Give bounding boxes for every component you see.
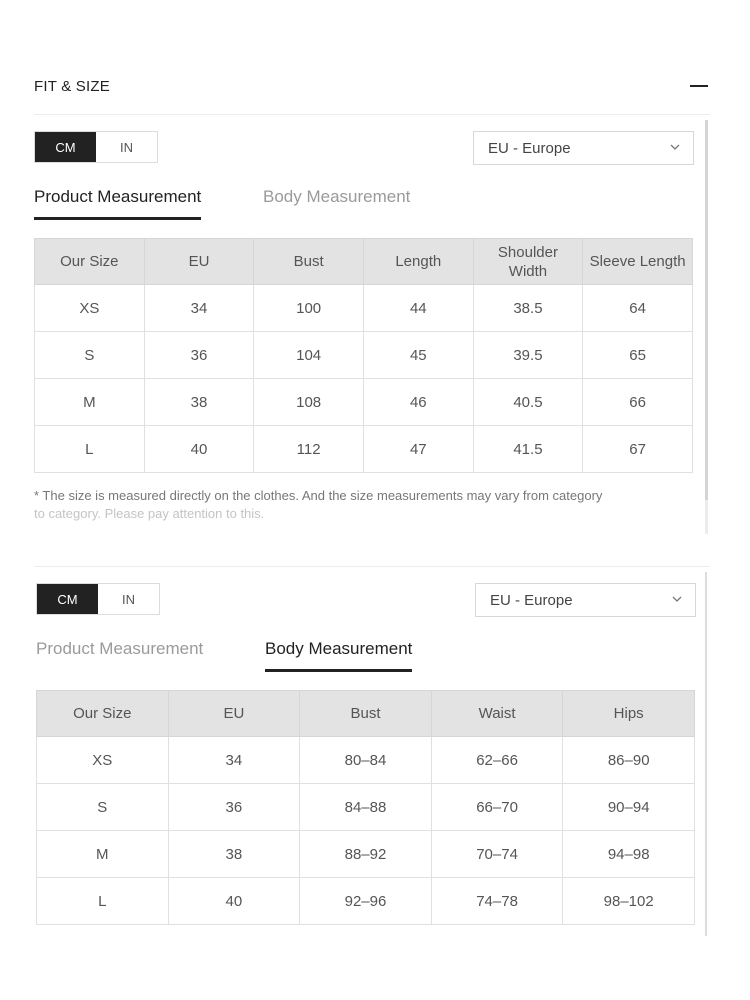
table-row <box>37 737 695 784</box>
region-select-value: EU - Europe <box>488 140 571 157</box>
table-cell: 38 <box>144 379 254 426</box>
unit-in-button[interactable]: IN <box>96 132 157 162</box>
column-header: EU <box>168 691 300 737</box>
table-cell: 104 <box>254 332 364 379</box>
table-row <box>35 332 693 379</box>
unit-toggle <box>36 583 160 615</box>
table-cell: S <box>37 784 169 831</box>
product-measurement-panel <box>34 131 694 531</box>
table-cell: M <box>35 379 145 426</box>
table-cell: 67 <box>583 426 693 473</box>
tab-body-measurement[interactable]: Body Measurement <box>265 639 412 672</box>
table-row <box>35 285 693 332</box>
size-note <box>34 487 694 523</box>
table-header-row <box>37 691 695 737</box>
fit-size-header[interactable] <box>34 76 710 98</box>
size-note-line: to category. Please pay attention to this. <box>34 506 265 521</box>
table-cell: 74–78 <box>431 878 563 925</box>
table-cell: M <box>37 831 169 878</box>
table-row <box>37 784 695 831</box>
column-header: Sleeve Length <box>583 239 693 285</box>
scrollbar-track <box>705 572 707 936</box>
table-cell: 94–98 <box>563 831 695 878</box>
table-cell: 39.5 <box>473 332 583 379</box>
tab-product-measurement[interactable]: Product Measurement <box>34 187 201 220</box>
body-measurement-panel <box>36 583 696 923</box>
unit-cm-button[interactable]: CM <box>35 132 96 162</box>
column-header: Bust <box>300 691 432 737</box>
table-cell: XS <box>37 737 169 784</box>
table-cell: 40 <box>168 878 300 925</box>
table-cell: 66 <box>583 379 693 426</box>
measurement-tabs <box>34 187 534 227</box>
table-cell: 38.5 <box>473 285 583 332</box>
scrollbar-thumb[interactable] <box>705 120 708 500</box>
table-cell: 70–74 <box>431 831 563 878</box>
section-title: FIT & SIZE <box>34 78 110 95</box>
tab-body-measurement[interactable]: Body Measurement <box>263 187 411 206</box>
table-cell: 34 <box>168 737 300 784</box>
table-cell: 40 <box>144 426 254 473</box>
table-cell: 34 <box>144 285 254 332</box>
table-cell: 66–70 <box>431 784 563 831</box>
unit-in-button[interactable]: IN <box>98 584 159 614</box>
region-select[interactable] <box>473 131 694 165</box>
column-header: Shoulder Width <box>473 239 583 285</box>
table-cell: 40.5 <box>473 379 583 426</box>
table-cell: 90–94 <box>563 784 695 831</box>
column-header: Bust <box>254 239 364 285</box>
table-cell: 46 <box>363 379 473 426</box>
size-note-line: * The size is measured directly on the clothes. And the size measurements may vary from category <box>34 488 603 503</box>
table-cell: 38 <box>168 831 300 878</box>
table-cell: L <box>35 426 145 473</box>
table-cell: 64 <box>583 285 693 332</box>
region-select[interactable] <box>475 583 696 617</box>
table-row <box>35 426 693 473</box>
table-cell: 98–102 <box>563 878 695 925</box>
chevron-down-icon <box>669 141 681 153</box>
tab-product-measurement[interactable]: Product Measurement <box>36 639 204 658</box>
measurement-tabs <box>36 639 536 679</box>
column-header: Length <box>363 239 473 285</box>
table-row <box>35 379 693 426</box>
table-cell: 92–96 <box>300 878 432 925</box>
table-row <box>37 878 695 925</box>
scrollbar-track <box>705 500 708 534</box>
table-cell: 100 <box>254 285 364 332</box>
table-cell: 108 <box>254 379 364 426</box>
table-row <box>37 831 695 878</box>
table-cell: 65 <box>583 332 693 379</box>
table-cell: 45 <box>363 332 473 379</box>
table-cell: 47 <box>363 426 473 473</box>
column-header: Waist <box>431 691 563 737</box>
body-size-table <box>36 690 695 925</box>
table-cell: 86–90 <box>563 737 695 784</box>
chevron-down-icon <box>671 593 683 605</box>
table-cell: 88–92 <box>300 831 432 878</box>
panel-divider <box>34 566 710 567</box>
table-cell: L <box>37 878 169 925</box>
table-cell: 112 <box>254 426 364 473</box>
table-cell: XS <box>35 285 145 332</box>
column-header: Our Size <box>37 691 169 737</box>
table-cell: 84–88 <box>300 784 432 831</box>
table-cell: 41.5 <box>473 426 583 473</box>
unit-cm-button[interactable]: CM <box>37 584 98 614</box>
column-header: EU <box>144 239 254 285</box>
table-cell: 36 <box>168 784 300 831</box>
table-cell: S <box>35 332 145 379</box>
header-divider <box>34 114 710 115</box>
collapse-minus-icon[interactable] <box>690 76 708 96</box>
product-size-table <box>34 238 693 473</box>
table-cell: 62–66 <box>431 737 563 784</box>
table-cell: 80–84 <box>300 737 432 784</box>
table-cell: 36 <box>144 332 254 379</box>
region-select-value: EU - Europe <box>490 592 573 609</box>
column-header: Hips <box>563 691 695 737</box>
unit-toggle <box>34 131 158 163</box>
column-header: Our Size <box>35 239 145 285</box>
table-cell: 44 <box>363 285 473 332</box>
table-header-row <box>35 239 693 285</box>
